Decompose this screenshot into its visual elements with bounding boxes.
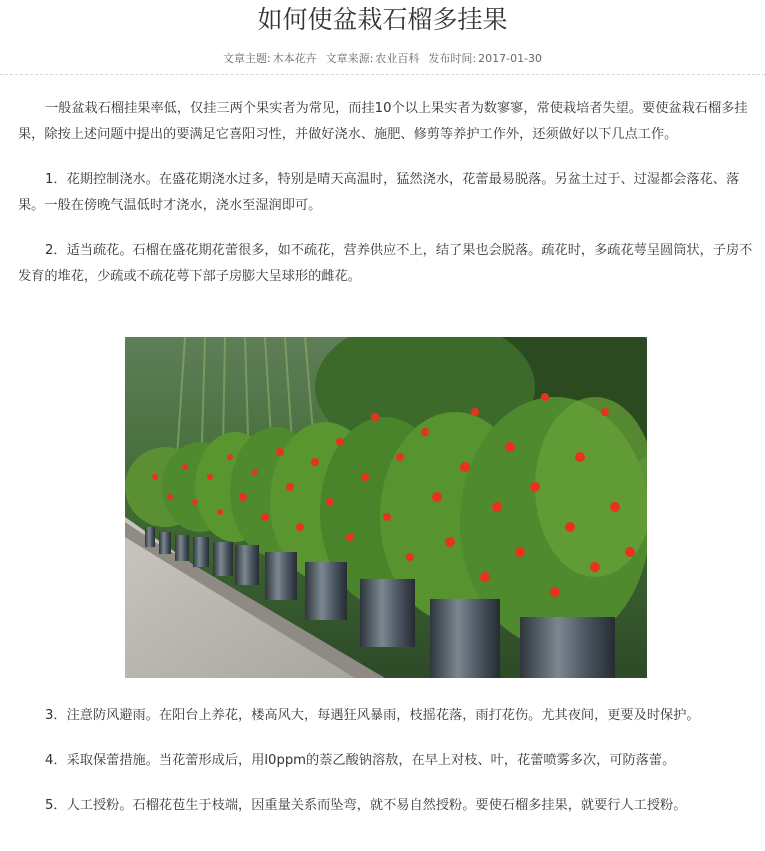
source-label: 文章来源: bbox=[325, 52, 374, 65]
theme-link[interactable]: 木本花卉 bbox=[272, 52, 317, 65]
title-divider bbox=[0, 74, 765, 75]
page-title: 如何使盆栽石榴多挂果 bbox=[257, 5, 508, 34]
intro-paragraph: 一般盆栽石榴挂果率低，仅挂三两个果实者为常见，而挂10个以上果实者为数寥寥，常使栽培者失望。要使盆栽石榴多挂果，除按上述问题中提出的要满足它喜阳习性，并做好浇水、施肥、修剪等养护工作外，还须做好以下几点工作。 bbox=[18, 101, 748, 142]
theme-label: 文章主题: bbox=[222, 52, 271, 65]
article-photo bbox=[125, 337, 647, 678]
tip-paragraph-4: 4．采取保蕾措施。当花蕾形成后，用l0ppm的萘乙酸钠溶敖，在早上对枝、叶，花蕾喷雾多次，可防落蕾。 bbox=[45, 753, 676, 768]
tip-paragraph-2: 2．适当疏花。石榴在盛花期花蕾很多，如不疏花，营养供应不上，结了果也会脱落。疏花时，多疏花萼呈圆筒状，子房不发育的堆花，少疏或不疏花萼下部子房膨大呈球形的雌花。 bbox=[18, 243, 753, 284]
tip-paragraph-1: 1．花期控制浇水。在盛花期浇水过多，特别是晴天高温时，猛然浇水，花蕾最易脱落。另盆土过于、过湿都会落花、落果。一般在傍晚气温低时才浇水，浇水至湿润即可。 bbox=[18, 172, 740, 213]
source-value: 农业百科 bbox=[375, 52, 420, 65]
date-value: 2017-01-30 bbox=[478, 52, 543, 65]
article-body-upper bbox=[18, 96, 756, 290]
tip-paragraph-3: 3．注意防风避雨。在阳台上养花，楼高风大，每遇狂风暴雨，枝摇花落，雨打花伤。尤其夜间，更要及时保护。 bbox=[45, 708, 700, 723]
tip-paragraph-5: 5．人工授粉。石榴花苞生于枝端，因重量关系而坠弯，就不易自然授粉。要使石榴多挂果，就要行人工授粉。 bbox=[45, 798, 687, 813]
date-label: 发布时间: bbox=[428, 52, 477, 65]
article-body-lower bbox=[18, 703, 756, 819]
article-meta bbox=[0, 52, 765, 66]
potted-pomegranate-row-photo bbox=[125, 337, 647, 678]
